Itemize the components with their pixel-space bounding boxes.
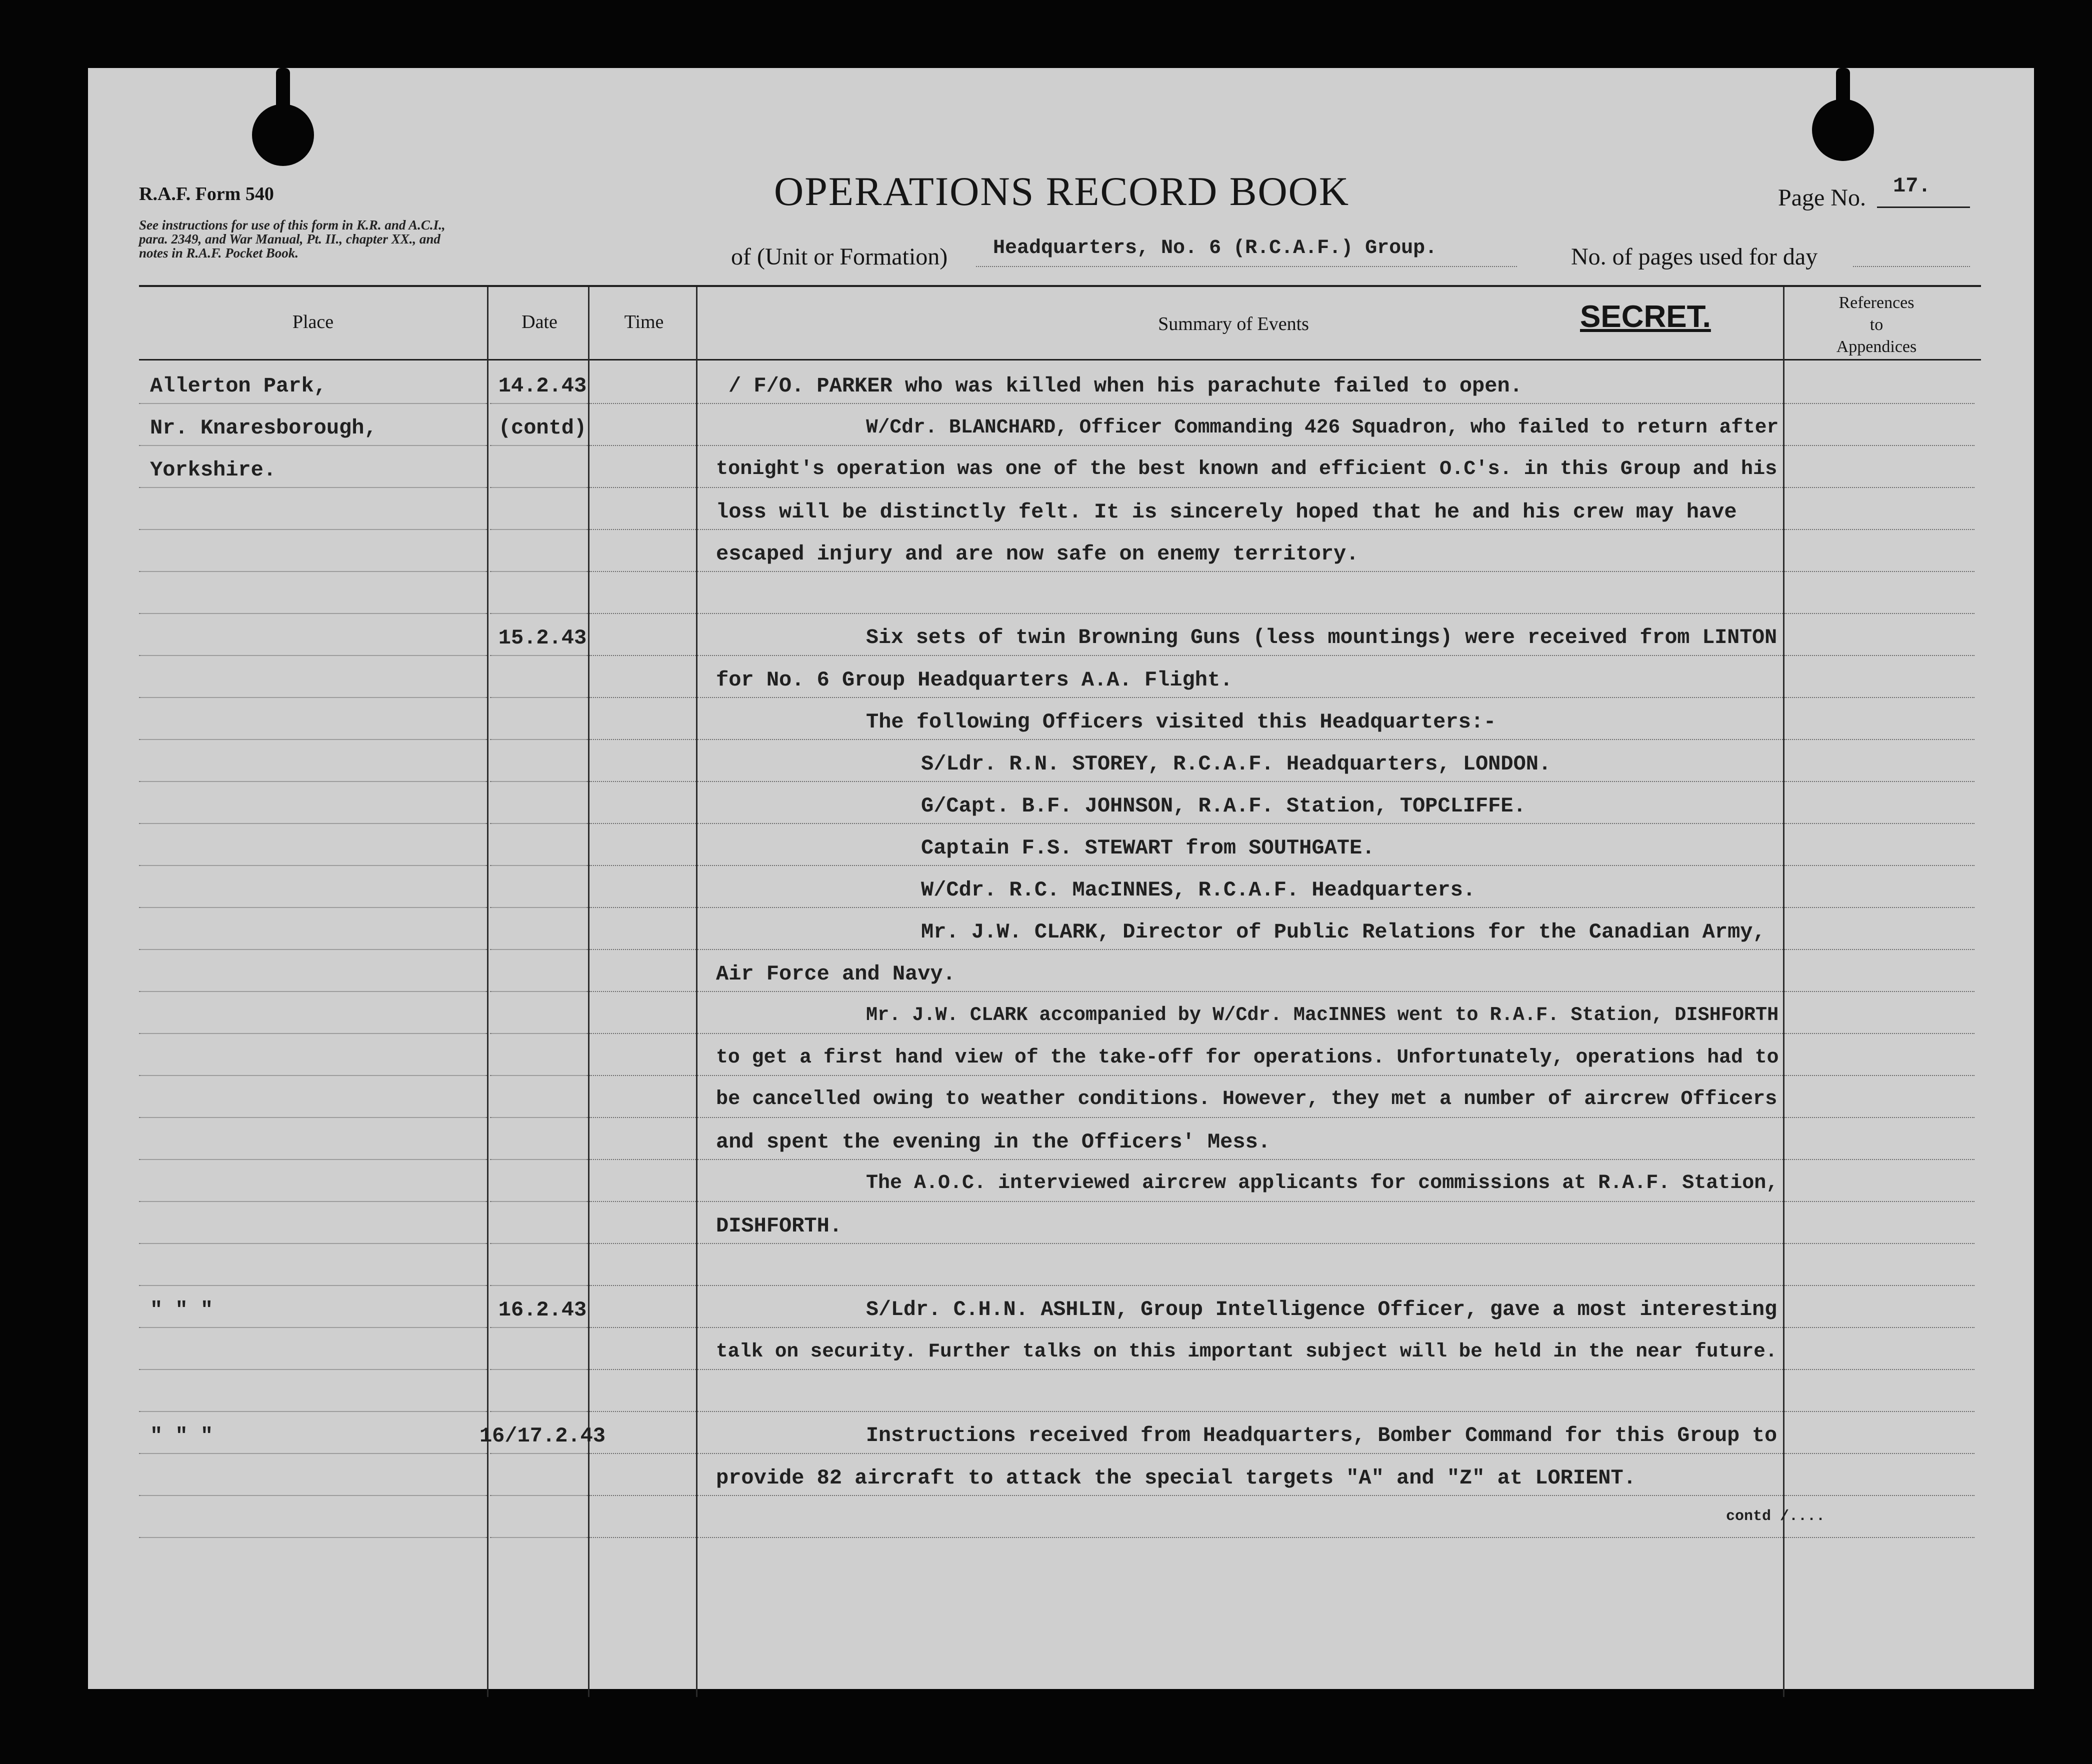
row-rule [490,1369,588,1370]
row-rule [698,1285,1783,1286]
page-number-value: 17. [1893,174,1931,198]
row-rule [490,1453,588,1454]
row-rule [590,781,696,782]
row-rule [1784,1117,1974,1118]
row-rule [590,1159,696,1160]
row-rule [139,949,487,950]
row-rule [490,1033,588,1034]
row-date: (contd) [498,416,587,440]
row-rule [590,949,696,950]
row-rule [590,1033,696,1034]
row-rule [698,907,1783,908]
row-summary-text: The following Officers visited this Headquarters:- [866,710,1496,734]
row-date: 16.2.43 [498,1298,587,1322]
row-summary-text: DISHFORTH. [716,1214,842,1238]
row-summary-text: The A.O.C. interviewed aircrew applicants for commissions at R.A.F. Station, [866,1172,1778,1194]
row-summary-text: talk on security. Further talks on this important subject will be held in the near future. [716,1340,1778,1362]
row-summary-text: G/Capt. B.F. JOHNSON, R.A.F. Station, TOPCLIFFE. [921,794,1526,818]
row-rule [490,823,588,824]
row-summary-text: Six sets of twin Browning Guns (less mountings) were received from LINTON [866,626,1778,650]
row-rule [1784,1495,1974,1496]
row-rule [139,1453,487,1454]
row-summary-text: / F/O. PARKER who was killed when his parachute failed to open. [728,374,1522,398]
row-summary-text: Mr. J.W. CLARK, Director of Public Relations for the Canadian Army, [921,920,1766,944]
row-rule [698,403,1783,404]
row-rule [698,1201,1783,1202]
row-rule [698,1075,1783,1076]
row-summary-text: and spent the evening in the Officers' Mess. [716,1130,1270,1154]
row-rule [1784,781,1974,782]
row-rule [139,1327,487,1328]
row-rule [1784,1537,1974,1538]
row-rule [698,739,1783,740]
row-rule [490,1411,588,1412]
row-rule [590,487,696,488]
row-rule [139,991,487,992]
row-rule [139,1159,487,1160]
instruction-line: notes in R.A.F. Pocket Book. [139,246,299,260]
row-rule [1784,529,1974,530]
row-rule [698,529,1783,530]
row-rule [139,487,487,488]
row-rule [590,1453,696,1454]
row-rule [1784,1243,1974,1244]
row-rule [139,1495,487,1496]
row-summary-text: loss will be distinctly felt. It is sincerely hoped that he and his crew may have [716,500,1737,524]
row-rule [698,1453,1783,1454]
row-rule [590,1075,696,1076]
row-rule [590,991,696,992]
row-rule [1784,1033,1974,1034]
row-rule [1784,907,1974,908]
row-rule [698,1327,1783,1328]
row-summary-text: Instructions received from Headquarters, Bomber Command for this Group to [866,1424,1778,1448]
row-rule [1784,1327,1974,1328]
row-rule [698,823,1783,824]
row-rule [490,865,588,866]
punch-slot-right [1836,68,1850,118]
row-rule [590,1537,696,1538]
row-date: 16/17.2.43 [479,1424,606,1448]
row-rule [590,1411,696,1412]
row-rule [490,487,588,488]
row-rule [490,1075,588,1076]
row-rule [490,445,588,446]
row-rule [1784,1453,1974,1454]
row-rule [139,781,487,782]
unit-underline [976,266,1517,267]
row-rule [490,949,588,950]
record-sheet [88,68,2034,1689]
row-summary-text: Air Force and Navy. [716,962,956,986]
row-rule [139,1411,487,1412]
header-references [1788,292,1965,358]
row-rule [698,865,1783,866]
header-secret: SECRET. [1580,300,1711,334]
row-place: Allerton Park, [150,374,326,398]
row-summary-text: S/Ldr. C.H.N. ASHLIN, Group Intelligence Officer, gave a most interesting [866,1298,1778,1322]
row-rule [1784,403,1974,404]
row-rule [139,613,487,614]
row-summary-text: be cancelled owing to weather conditions. However, they met a number of aircrew Officers [716,1088,1778,1110]
row-rule [139,529,487,530]
row-rule [490,1243,588,1244]
row-date: 15.2.43 [498,626,587,650]
row-rule [698,1243,1783,1244]
unit-value: Headquarters, No. 6 (R.C.A.F.) Group. [993,237,1438,260]
row-summary-text: S/Ldr. R.N. STOREY, R.C.A.F. Headquarters, LONDON. [921,752,1552,776]
row-rule [1784,487,1974,488]
row-rule [139,655,487,656]
row-rule [698,487,1783,488]
col-divider-place-date [487,287,488,1697]
row-rule [590,613,696,614]
row-rule [698,697,1783,698]
row-rule [1784,1369,1974,1370]
row-rule [1784,1201,1974,1202]
row-rule [698,991,1783,992]
col-divider-date-time [588,287,590,1697]
header-time: Time [624,312,664,332]
row-rule [490,529,588,530]
row-rule [490,907,588,908]
col-divider-time-summary [696,287,698,1697]
page-title: OPERATIONS RECORD BOOK [774,168,1350,214]
header-summary: Summary of Events [1158,314,1309,334]
row-rule [1784,1159,1974,1160]
row-rule [698,1411,1783,1412]
page-number-label: Page No. [1778,184,1866,211]
row-rule [590,403,696,404]
row-rule [139,739,487,740]
row-rule [490,1327,588,1328]
row-rule [590,571,696,572]
row-rule [1784,1285,1974,1286]
row-rule [590,1369,696,1370]
row-rule [698,1033,1783,1034]
row-rule [139,1117,487,1118]
row-rule [139,697,487,698]
unit-label: of (Unit or Formation) [731,244,948,270]
header-place: Place [292,312,334,332]
row-rule [698,1159,1783,1160]
row-rule [1784,655,1974,656]
row-rule [139,1033,487,1034]
header-references-line: Appendices [1836,338,1917,356]
row-rule [490,697,588,698]
row-rule [139,1537,487,1538]
row-rule [590,1117,696,1118]
row-rule [698,655,1783,656]
row-rule [1784,697,1974,698]
row-rule [139,907,487,908]
row-rule [698,781,1783,782]
row-rule [139,823,487,824]
row-rule [698,1369,1783,1370]
row-rule [1784,739,1974,740]
row-rule [490,781,588,782]
row-rule [490,1537,588,1538]
row-summary-text: W/Cdr. BLANCHARD, Officer Commanding 426 Squadron, who failed to return after [866,416,1779,438]
row-rule [590,697,696,698]
row-rule [698,445,1783,446]
row-rule [490,403,588,404]
row-rule [590,655,696,656]
row-rule [698,571,1783,572]
row-summary-text: tonight's operation was one of the best known and efficient O.C's. in this Group and his [716,458,1778,480]
row-rule [698,613,1783,614]
row-rule [1784,445,1974,446]
row-rule [590,1285,696,1286]
row-rule [590,529,696,530]
header-references-line: References [1838,294,1914,312]
row-rule [590,445,696,446]
row-rule [698,949,1783,950]
row-rule [490,991,588,992]
row-rule [490,613,588,614]
instruction-line: para. 2349, and War Manual, Pt. II., chapter XX., and [139,232,440,246]
col-divider-summary-refs [1783,287,1784,1697]
row-rule [139,1075,487,1076]
row-rule [139,571,487,572]
row-rule [139,1369,487,1370]
form-number: R.A.F. Form 540 [139,184,274,204]
header-references-line: to [1870,316,1884,334]
row-rule [490,739,588,740]
row-summary-text: escaped injury and are now safe on enemy territory. [716,542,1359,566]
header-bottom-rule [139,359,1981,360]
row-rule [590,1495,696,1496]
row-place: " " " [150,1424,214,1448]
row-rule [1784,613,1974,614]
row-rule [490,1495,588,1496]
row-rule [698,1537,1783,1538]
form-instructions [139,218,446,260]
row-summary-text: W/Cdr. R.C. MacINNES, R.C.A.F. Headquarters. [921,878,1476,902]
pages-used-label: No. of pages used for day [1571,244,1818,270]
punch-slot-left [276,68,290,118]
row-rule [590,1201,696,1202]
row-rule [490,1159,588,1160]
row-summary-text: for No. 6 Group Headquarters A.A. Flight. [716,668,1233,692]
page-number-underline [1877,206,1970,208]
row-rule [698,1495,1783,1496]
row-date: 14.2.43 [498,374,587,398]
row-rule [490,1117,588,1118]
row-rule [139,403,487,404]
row-rule [490,571,588,572]
row-summary-text: contd /.... [1726,1508,1826,1525]
row-rule [1784,1075,1974,1076]
pages-used-underline [1853,266,1970,267]
row-rule [139,1285,487,1286]
row-place: Nr. Knaresborough, [150,416,377,440]
row-rule [1784,1411,1974,1412]
row-rule [1784,991,1974,992]
instruction-line: See instructions for use of this form in K.R. and A.C.I., [139,218,446,232]
row-rule [1784,949,1974,950]
table-top-rule [139,285,1981,287]
row-summary-text: provide 82 aircraft to attack the special targets "A" and "Z" at LORIENT. [716,1466,1636,1490]
row-summary-text: Mr. J.W. CLARK accompanied by W/Cdr. MacINNES went to R.A.F. Station, DISHFORTH [866,1004,1779,1026]
row-rule [590,1243,696,1244]
row-rule [490,1285,588,1286]
row-summary-text: to get a first hand view of the take-off for operations. Unfortunately, operations had to [716,1046,1779,1068]
row-rule [590,739,696,740]
row-place: " " " [150,1298,214,1322]
row-rule [590,865,696,866]
row-place: Yorkshire. [150,458,276,482]
row-rule [590,1327,696,1328]
row-rule [1784,823,1974,824]
row-rule [590,823,696,824]
row-rule [139,445,487,446]
row-rule [1784,571,1974,572]
row-summary-text: Captain F.S. STEWART from SOUTHGATE. [921,836,1375,860]
row-rule [1784,865,1974,866]
row-rule [139,1243,487,1244]
row-rule [490,1201,588,1202]
row-rule [698,1117,1783,1118]
row-rule [139,1201,487,1202]
row-rule [590,907,696,908]
row-rule [490,655,588,656]
row-rule [139,865,487,866]
header-date: Date [522,312,558,332]
